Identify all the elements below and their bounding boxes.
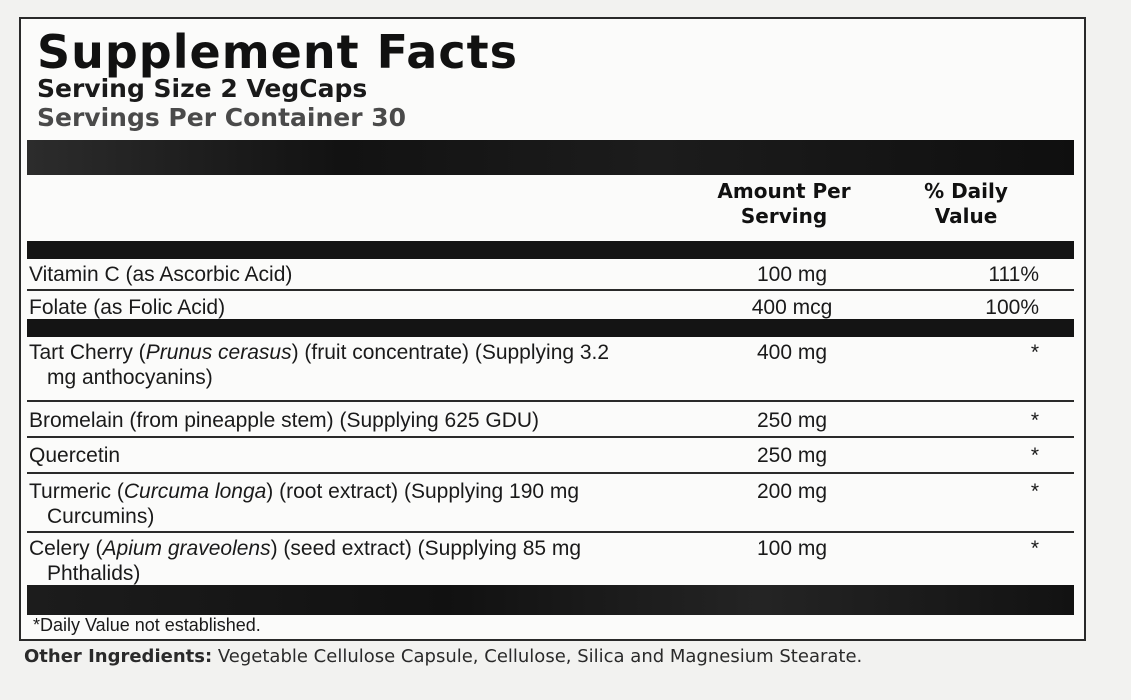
ingredient-name: Bromelain (from pineapple stem) (Supplying 625 GDU) [29, 409, 540, 432]
nutrient-daily-value: 111% [988, 263, 1039, 286]
ingredient-amount: 100 mg [756, 537, 828, 560]
serving-size: Serving Size 2 VegCaps [37, 74, 368, 103]
ingredient-daily-value: * [1030, 409, 1039, 432]
ingredient-amount: 250 mg [756, 444, 828, 467]
ingredient-name: Tart Cherry (Prunus cerasus) (fruit concentrate) (Supplying 3.2 mg anthocyanins) [29, 341, 610, 389]
header-divider [27, 241, 1074, 259]
table-row [29, 262, 1079, 288]
ingredient-name: Celery (Apium graveolens) (seed extract) (Supplying 85 mg Phthalids) [29, 537, 582, 585]
ingredient-daily-value: * [1030, 537, 1039, 560]
other-ingredients [24, 647, 1084, 666]
bottom-divider [27, 585, 1074, 615]
section-divider [27, 319, 1074, 337]
nutrient-amount: 400 mcg [751, 296, 833, 319]
ingredient-name: Turmeric (Curcuma longa) (root extract) (Supplying 190 mg Curcumins) [29, 480, 580, 528]
other-ingredients-text: Vegetable Cellulose Capsule, Cellulose, Silica and Magnesium Stearate. [212, 646, 863, 667]
ingredient-daily-value: * [1030, 480, 1039, 503]
amount-header: Amount Per Serving [717, 179, 851, 228]
thick-divider [27, 140, 1074, 175]
ingredient-amount: 200 mg [756, 480, 828, 503]
ingredient-daily-value: * [1030, 444, 1039, 467]
ingredient-amount: 250 mg [756, 409, 828, 432]
row-divider [27, 531, 1074, 533]
supplement-facts-panel [19, 17, 1086, 641]
row-divider [27, 472, 1074, 474]
table-row [29, 295, 1079, 321]
daily-value-header: % Daily Value [924, 179, 1008, 228]
ingredient-daily-value: * [1030, 341, 1039, 364]
panel-title: Supplement Facts [37, 25, 518, 79]
ingredient-amount: 400 mg [756, 341, 828, 364]
row-divider [27, 289, 1074, 291]
ingredient-name: Quercetin [29, 444, 121, 467]
nutrient-amount: 100 mg [756, 263, 828, 286]
nutrient-name: Vitamin C (as Ascorbic Acid) [29, 263, 293, 286]
footnote: *Daily Value not established. [33, 615, 261, 635]
row-divider [27, 436, 1074, 438]
row-divider [27, 400, 1074, 402]
other-ingredients-label: Other Ingredients: [24, 646, 213, 667]
nutrient-name: Folate (as Folic Acid) [29, 296, 226, 319]
servings-per-container: Servings Per Container 30 [37, 103, 407, 132]
nutrient-daily-value: 100% [985, 296, 1039, 319]
